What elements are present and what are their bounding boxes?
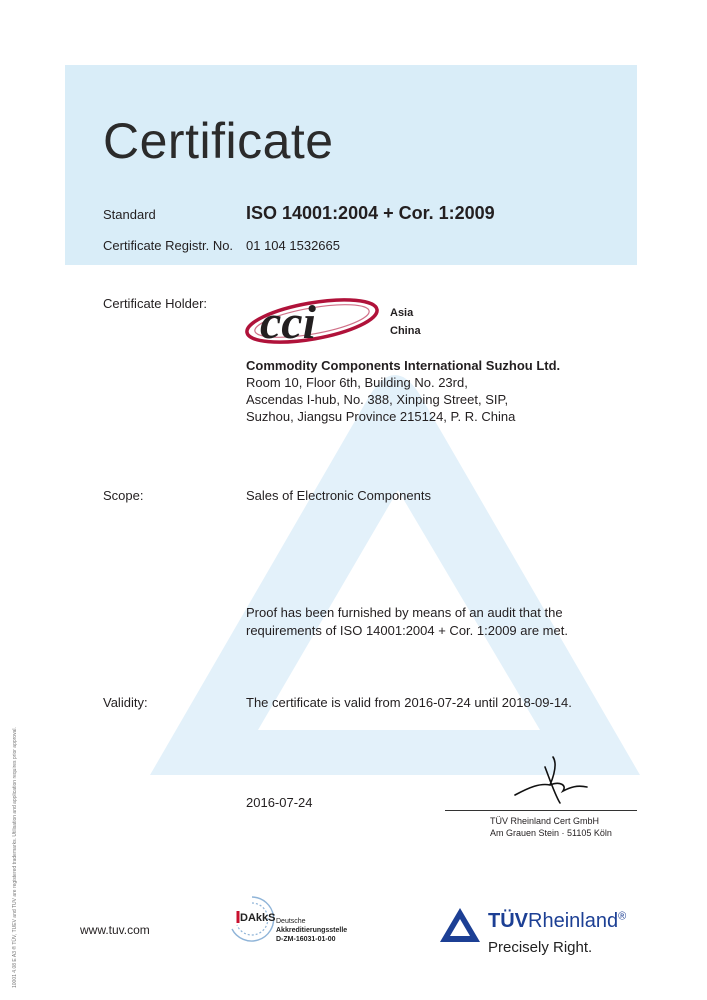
holder-label: Certificate Holder: [103,296,208,311]
cci-logo-graphic [244,288,444,358]
issuer-name: TÜV Rheinland Cert GmbH [490,816,600,826]
standard-value: ISO 14001:2004 + Cor. 1:2009 [246,203,495,223]
tuv-triangle-logo-icon [438,905,482,945]
signature-line [445,810,637,811]
tuv-brand [488,910,626,933]
issuer-address: Am Grauen Stein · 51105 Köln [490,828,612,838]
svg-text:China: China [390,325,421,337]
dakks-line-3: D-ZM-16031-01-00 [276,936,336,943]
standard-label: Standard [103,207,156,222]
validity-label: Validity: [103,695,148,710]
holder-address-line-1: Room 10, Floor 6th, Building No. 23rd, [246,375,468,390]
tuv-brand-prefix: TÜV [488,910,528,932]
proof-line-2: requirements of ISO 14001:2004 + Cor. 1:2009 are met. [246,623,568,638]
tuv-brand-suffix: Rheinland [528,910,619,932]
dakks-line-1: Deutsche [276,918,306,925]
tuv-registered-mark: ® [618,910,627,923]
dakks-text [276,917,347,944]
svg-text:Asia: Asia [390,307,414,319]
registr-label: Certificate Registr. No. [103,238,234,253]
dakks-emblem [226,893,278,945]
validity-value: The certificate is valid from 2016-07-24 until 2018-09-14. [246,695,572,710]
signature [505,755,595,810]
side-trademark-note: 10001 4.08 E A3 ® TÜV, TUEV and TUV are registered trademarks. Utilisation and application requires prior approval. [12,727,18,988]
tuv-slogan: Precisely Right. [488,939,593,956]
holder-address-line-3: Suzhou, Jiangsu Province 215124, P. R. China [246,409,516,424]
scope-label: Scope: [103,488,144,503]
scope-value: Sales of Electronic Components [246,488,431,503]
dakks-line-2: Akkreditierungsstelle [276,927,348,934]
registr-value: 01 104 1532665 [246,238,340,253]
cci-logo [244,288,444,358]
certificate-title: Certificate [103,113,334,169]
website-link[interactable]: www.tuv.com [80,923,150,937]
holder-name: Commodity Components International Suzhou Ltd. [246,358,561,373]
svg-text:cci: cci [260,296,316,349]
holder-address-line-2: Ascendas I-hub, No. 388, Xinping Street, SIP, [246,392,509,407]
issue-date: 2016-07-24 [246,795,313,810]
proof-line-1: Proof has been furnished by means of an audit that the [246,605,563,620]
svg-text:DAkkS: DAkkS [240,912,276,924]
